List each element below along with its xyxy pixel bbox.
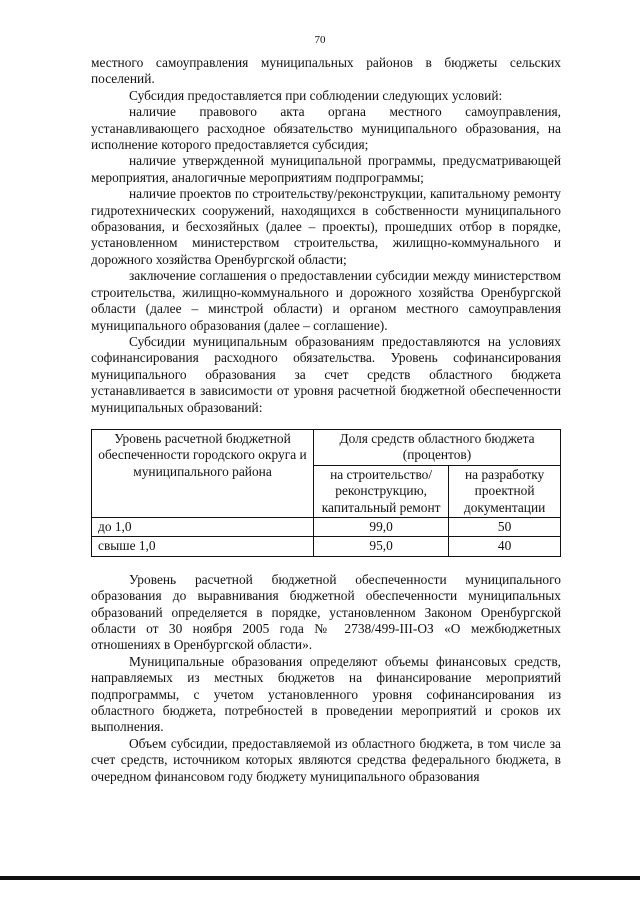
paragraph-budget-level: Уровень расчетной бюджетной обеспеченности муниципального образования до выравнивания бюджетной обеспеченности муниципальных образований определяется в порядке, установленном Законом Оренбургской области от 30 ноября 2005 года № 2738/499-III-ОЗ «О межбюджетных отношениях в Оренбургской области». (91, 571, 561, 653)
cell-design: 50 (449, 517, 561, 536)
cofinancing-table-wrapper (91, 429, 561, 557)
cofinancing-table (91, 429, 561, 557)
paragraph-conditions-intro: Субсидия предоставляется при соблюдении следующих условий: (129, 87, 503, 103)
cell-design: 40 (449, 537, 561, 556)
cell-level: до 1,0 (92, 517, 314, 536)
table-row (92, 517, 561, 536)
table-row (92, 537, 561, 556)
header-budget-level: Уровень расчетной бюджетной обеспеченности городского округа и муниципального района (92, 429, 314, 517)
paragraph-condition-projects: наличие проектов по строительству/реконструкции, капитальному ремонту гидротехнических сооружений, находящихся в собственности муниципального образования, и бесхозяйных (далее – проекты), прошедших отбор в порядке, установленном министерством строительства, жилищно-коммунального и дорожного хозяйства Оренбургской области; (91, 186, 561, 267)
cell-level: свыше 1,0 (92, 537, 314, 556)
paragraph-continuation: местного самоуправления муниципальных районов в бюджеты сельских поселений. (91, 55, 561, 87)
header-construction: на строительство/ реконструкцию, капитальный ремонт (314, 465, 449, 517)
page-bottom-rule (0, 876, 640, 880)
paragraph-condition-program: наличие утвержденной муниципальной программы, предусматривающей мероприятия, аналогичные мероприятиям подпрограммы; (91, 153, 561, 185)
paragraph-cofinancing: Субсидии муниципальным образованиям предоставляются на условиях софинансирования расходного обязательства. Уровень софинансирования муниципального образования за счет средств областного бюджета устанавливается в зависимости от уровня расчетной бюджетной обеспеченности муниципальных образований: (91, 333, 561, 415)
paragraph-condition-agreement: заключение соглашения о предоставлении субсидии между министерством строительства, жилищно-коммунального и дорожного хозяйства Оренбургской области (далее – минстрой области) и органом местного самоуправления муниципального образования (далее – соглашение). (91, 268, 561, 333)
page-number: 70 (314, 34, 326, 46)
document-body (91, 55, 561, 785)
cell-construction: 95,0 (314, 537, 449, 556)
paragraph-subsidy-volume: Объем субсидии, предоставляемой из областного бюджета, в том числе за счет средств, источником которых являются средства федерального бюджета, в очередном финансовом году бюджету муниципального образования (91, 735, 561, 784)
header-regional-share: Доля средств областного бюджета (процентов) (314, 429, 561, 465)
paragraph-municipal-funds: Муниципальные образования определяют объемы финансовых средств, направляемых из местных бюджетов на финансирование мероприятий подпрограммы, с учетом установленного уровня софинансирования из областного бюджета, потребностей в проведении мероприятий и сроков их выполнения. (91, 653, 561, 735)
table-header-row (92, 429, 561, 465)
cell-construction: 99,0 (314, 517, 449, 536)
paragraph-condition-legal-act: наличие правового акта органа местного самоуправления, устанавливающего расходное обязательство муниципального образования, на исполнение которого предоставляется субсидия; (91, 104, 561, 153)
header-design: на разработку проектной документации (449, 465, 561, 517)
